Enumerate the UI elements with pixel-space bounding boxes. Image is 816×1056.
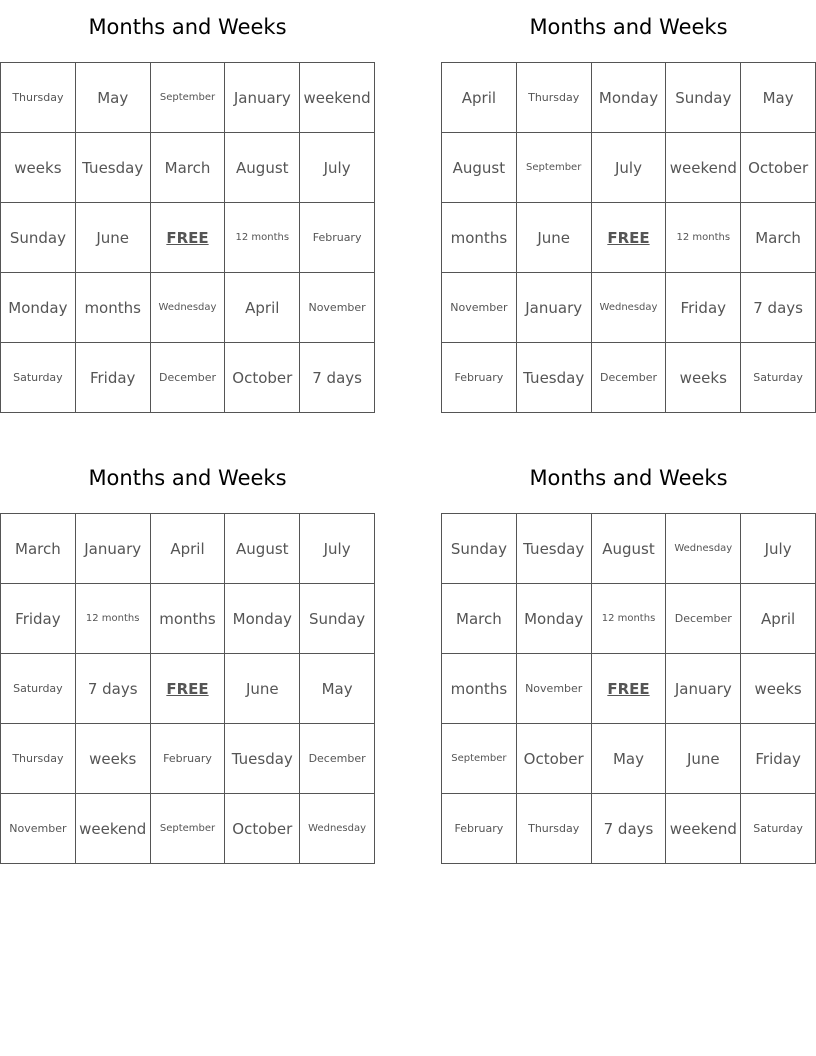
bingo-cell: June xyxy=(666,724,741,794)
bingo-cell: April xyxy=(151,514,226,584)
bingo-cell: July xyxy=(741,514,816,584)
free-space-cell: FREE xyxy=(592,654,667,724)
bingo-cell: June xyxy=(225,654,300,724)
bingo-cell: April xyxy=(225,273,300,343)
bingo-cell: July xyxy=(592,133,667,203)
bingo-cell: 12 months xyxy=(666,203,741,273)
bingo-cell: October xyxy=(741,133,816,203)
free-space-cell: FREE xyxy=(151,203,226,273)
bingo-cell: December xyxy=(151,343,226,413)
bingo-cell: Wednesday xyxy=(666,514,741,584)
bingo-cell: Thursday xyxy=(1,63,76,133)
bingo-card-3 xyxy=(0,458,375,838)
card-title: Months and Weeks xyxy=(529,466,728,490)
card-title: Months and Weeks xyxy=(88,15,287,39)
card-title: Months and Weeks xyxy=(88,466,287,490)
bingo-cell: Tuesday xyxy=(517,343,592,413)
bingo-cell: October xyxy=(225,343,300,413)
bingo-cell: January xyxy=(225,63,300,133)
bingo-cell: Saturday xyxy=(1,343,76,413)
card-title: Months and Weeks xyxy=(529,15,728,39)
bingo-cell: February xyxy=(442,343,517,413)
bingo-cell: Friday xyxy=(1,584,76,654)
bingo-cell: weekend xyxy=(300,63,375,133)
bingo-cell: months xyxy=(76,273,151,343)
free-space-cell: FREE xyxy=(592,203,667,273)
bingo-cell: weeks xyxy=(741,654,816,724)
bingo-cell: June xyxy=(76,203,151,273)
bingo-cell: 7 days xyxy=(741,273,816,343)
bingo-cell: March xyxy=(1,514,76,584)
bingo-cell: September xyxy=(151,63,226,133)
bingo-cell: May xyxy=(592,724,667,794)
bingo-cell: Tuesday xyxy=(76,133,151,203)
bingo-cell: Saturday xyxy=(1,654,76,724)
bingo-cell: January xyxy=(517,273,592,343)
bingo-cell: January xyxy=(76,514,151,584)
bingo-cell: Wednesday xyxy=(592,273,667,343)
bingo-cell: Tuesday xyxy=(517,514,592,584)
bingo-cell: 7 days xyxy=(592,794,667,864)
bingo-cell: Sunday xyxy=(442,514,517,584)
bingo-cell: March xyxy=(151,133,226,203)
bingo-cell: March xyxy=(442,584,517,654)
bingo-cell: November xyxy=(517,654,592,724)
bingo-cell: November xyxy=(300,273,375,343)
bingo-cell: Saturday xyxy=(741,794,816,864)
bingo-cell: September xyxy=(517,133,592,203)
bingo-cell: months xyxy=(442,654,517,724)
bingo-cell: Wednesday xyxy=(151,273,226,343)
bingo-cell: Wednesday xyxy=(300,794,375,864)
bingo-grid xyxy=(441,62,816,413)
bingo-grid xyxy=(0,513,375,864)
bingo-cell: 7 days xyxy=(300,343,375,413)
bingo-cell: weekend xyxy=(76,794,151,864)
bingo-cell: weeks xyxy=(1,133,76,203)
bingo-cell: August xyxy=(225,133,300,203)
bingo-cell: 12 months xyxy=(76,584,151,654)
bingo-cell: September xyxy=(442,724,517,794)
bingo-cell: Thursday xyxy=(517,63,592,133)
free-space-cell: FREE xyxy=(151,654,226,724)
bingo-cell: Sunday xyxy=(666,63,741,133)
bingo-cell: Tuesday xyxy=(225,724,300,794)
bingo-cell: Sunday xyxy=(1,203,76,273)
bingo-cell: Monday xyxy=(592,63,667,133)
bingo-cell: Monday xyxy=(225,584,300,654)
bingo-cell: months xyxy=(442,203,517,273)
bingo-cell: July xyxy=(300,514,375,584)
bingo-cell: August xyxy=(442,133,517,203)
bingo-cell: weekend xyxy=(666,133,741,203)
bingo-card-1 xyxy=(0,7,375,387)
bingo-cell: February xyxy=(151,724,226,794)
bingo-cell: October xyxy=(225,794,300,864)
bingo-cell: Friday xyxy=(666,273,741,343)
bingo-grid xyxy=(0,62,375,413)
bingo-cell: weeks xyxy=(76,724,151,794)
bingo-cell: Thursday xyxy=(517,794,592,864)
bingo-cell: weekend xyxy=(666,794,741,864)
bingo-cell: weeks xyxy=(666,343,741,413)
bingo-cell: Thursday xyxy=(1,724,76,794)
bingo-cell: December xyxy=(300,724,375,794)
bingo-grid xyxy=(441,513,816,864)
bingo-cell: September xyxy=(151,794,226,864)
bingo-cell: December xyxy=(592,343,667,413)
bingo-cell: June xyxy=(517,203,592,273)
bingo-cell: January xyxy=(666,654,741,724)
bingo-cell: May xyxy=(741,63,816,133)
bingo-cell: 12 months xyxy=(592,584,667,654)
bingo-cell: March xyxy=(741,203,816,273)
bingo-cell: December xyxy=(666,584,741,654)
bingo-cell: Friday xyxy=(76,343,151,413)
bingo-cell: February xyxy=(300,203,375,273)
bingo-cell: July xyxy=(300,133,375,203)
bingo-cell: 7 days xyxy=(76,654,151,724)
bingo-cell: April xyxy=(442,63,517,133)
bingo-cell: Friday xyxy=(741,724,816,794)
bingo-cell: Monday xyxy=(1,273,76,343)
bingo-card-4 xyxy=(441,458,816,838)
bingo-cell: Monday xyxy=(517,584,592,654)
bingo-cell: months xyxy=(151,584,226,654)
bingo-cell: April xyxy=(741,584,816,654)
bingo-card-2 xyxy=(441,7,816,387)
bingo-cell: August xyxy=(225,514,300,584)
bingo-cell: May xyxy=(300,654,375,724)
bingo-cell: November xyxy=(442,273,517,343)
bingo-cell: May xyxy=(76,63,151,133)
bingo-cell: 12 months xyxy=(225,203,300,273)
bingo-cell: November xyxy=(1,794,76,864)
bingo-cell: February xyxy=(442,794,517,864)
bingo-cell: August xyxy=(592,514,667,584)
bingo-cell: Saturday xyxy=(741,343,816,413)
bingo-cell: October xyxy=(517,724,592,794)
bingo-cell: Sunday xyxy=(300,584,375,654)
